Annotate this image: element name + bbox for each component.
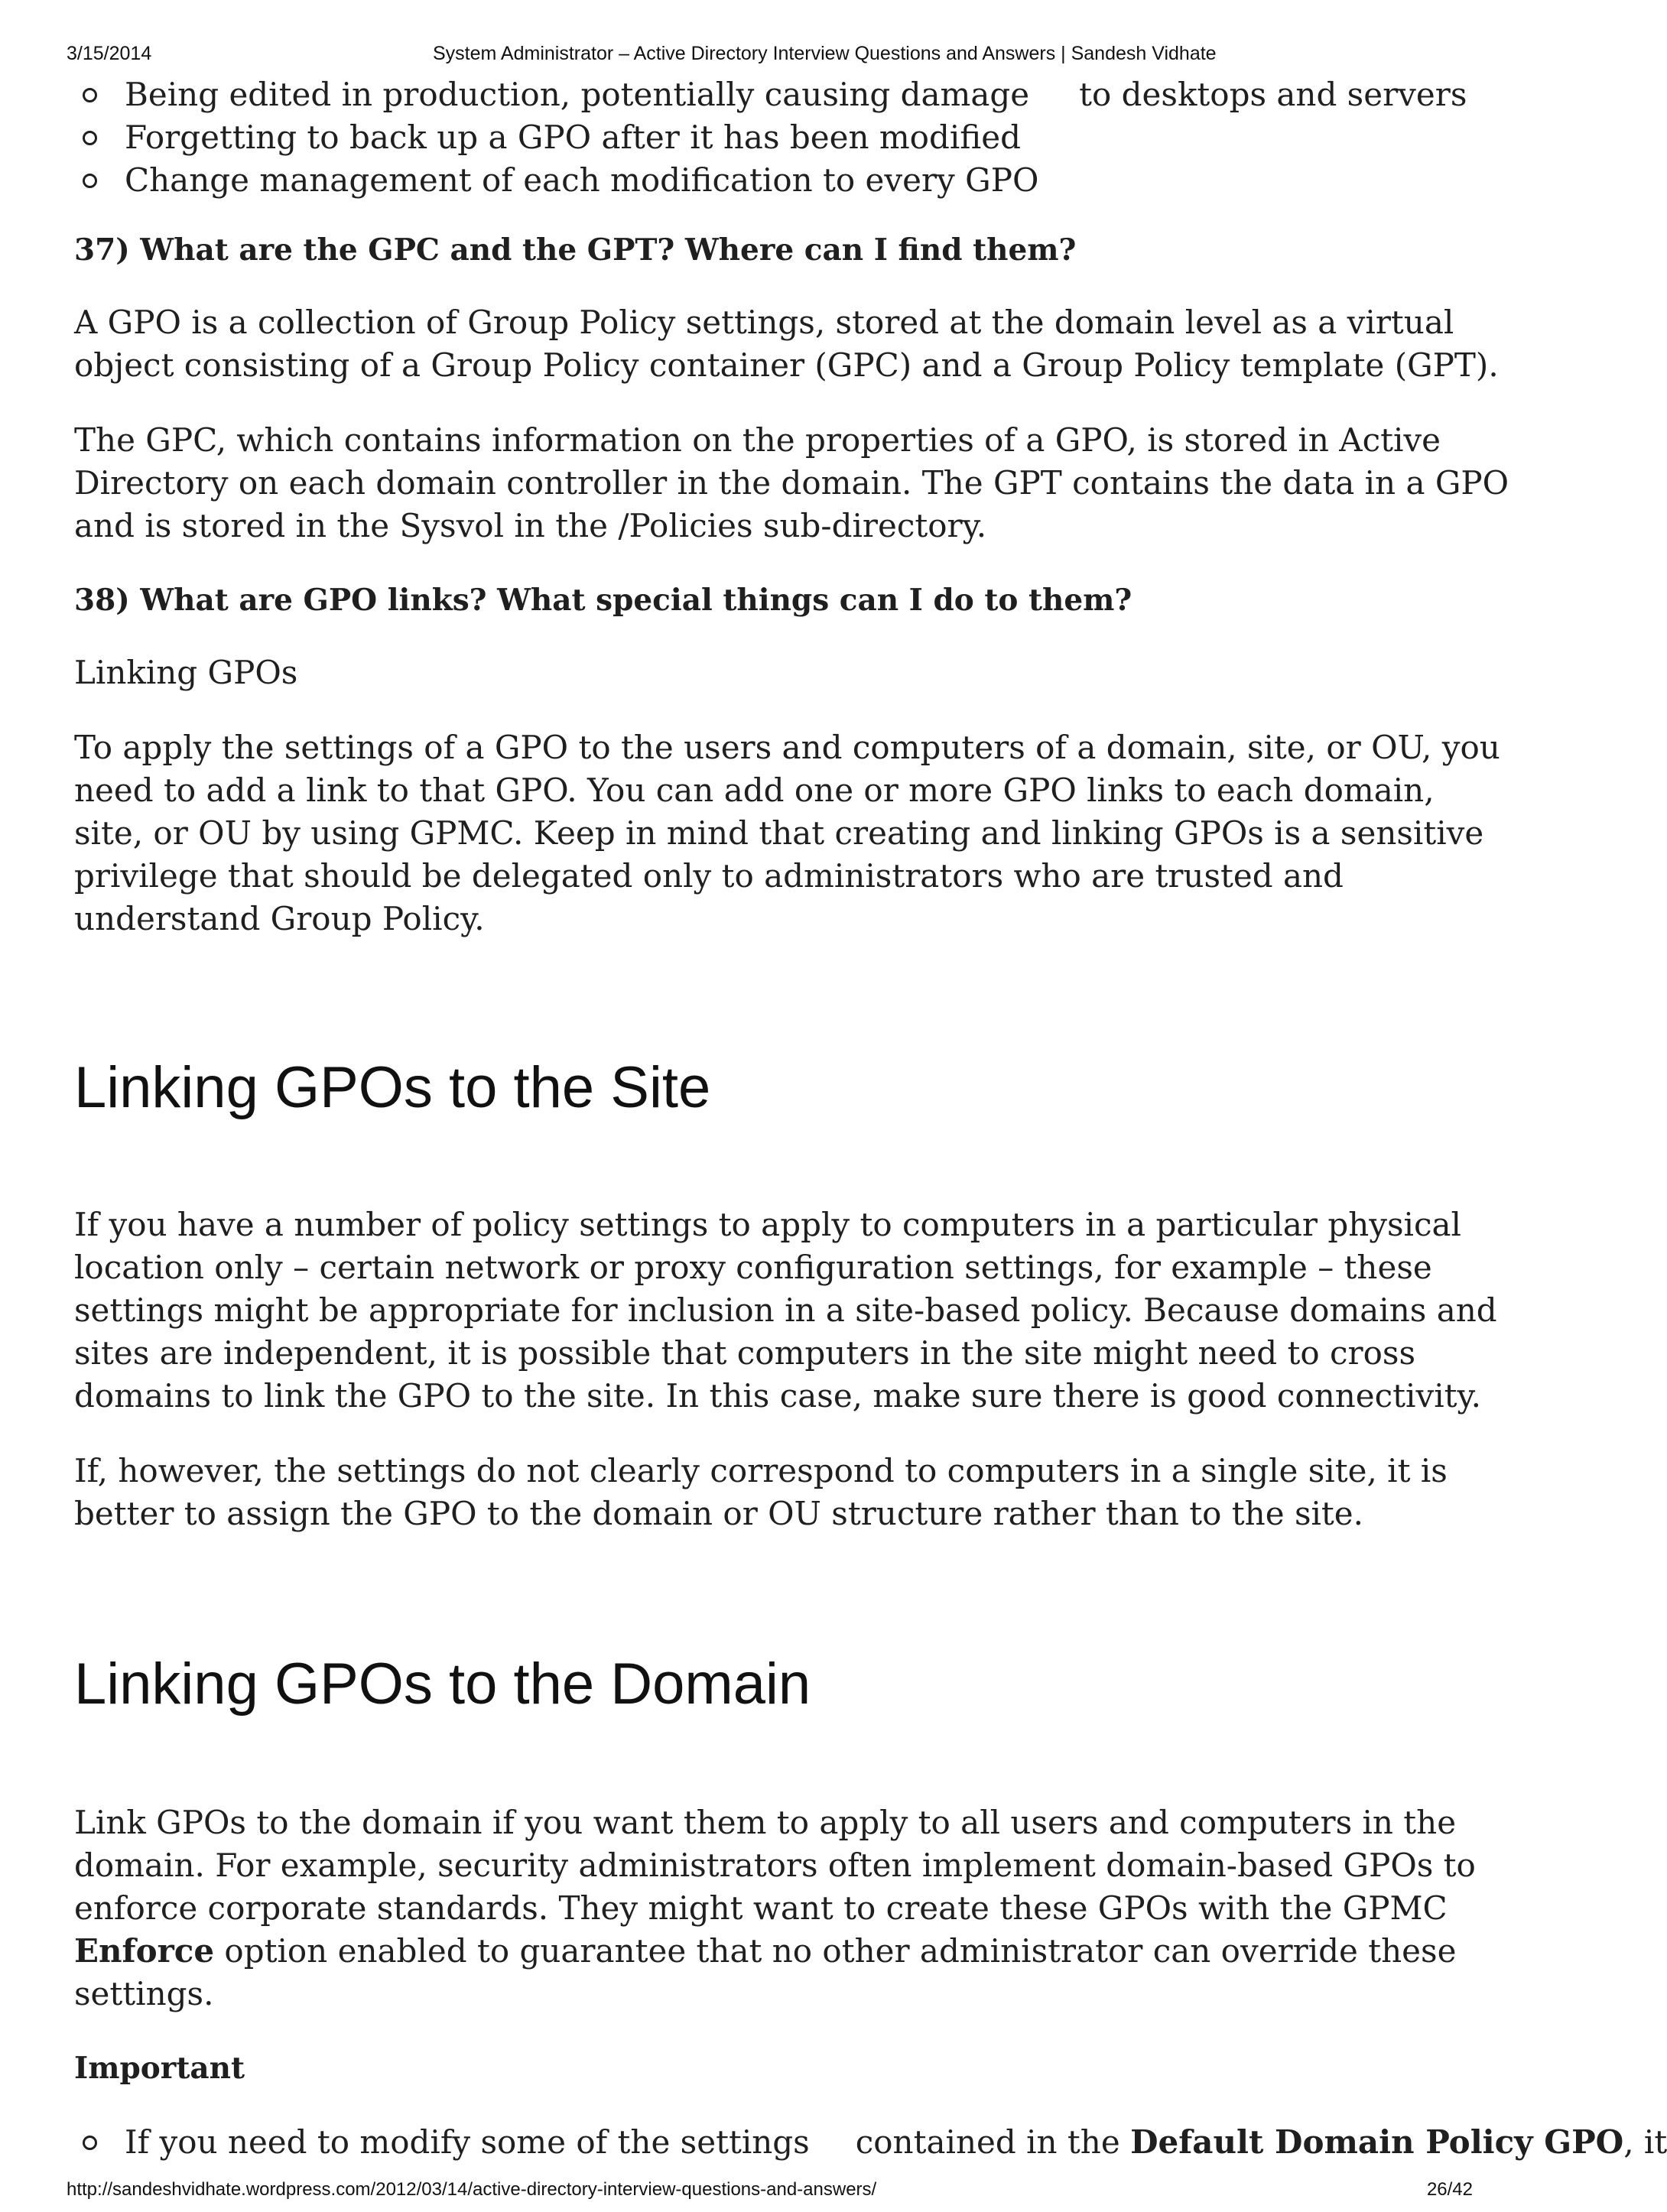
- bullet-text: Change management of each modification to every GPO: [125, 161, 1039, 199]
- header-date: 3/15/2014: [67, 43, 152, 64]
- important-bullet-list: [74, 2121, 1667, 2164]
- site-paragraph-2: If, however, the settings do not clearly correspond to computers in a single site, it is better to assign the GPO to the domain or OU structure rather than to the site.: [74, 1452, 1448, 1532]
- site-paragraph-1: If you have a number of policy settings to apply to computers in a particular physical location only – certain network or proxy configuration settings, for example – these settings might be appropriate for inclusion in a site-based policy. Because domains and sites are independent, it is possible that computers in the site might need to cross domains to link the GPO to the site. In this case, make sure there is good connectivity.: [74, 1206, 1497, 1415]
- header-title: System Administrator – Active Directory Interview Questions and Answers | Sandesh Vidhate: [433, 43, 1217, 64]
- domain-paragraph-1: [74, 1801, 1512, 2015]
- important-label: Important: [74, 2051, 245, 2086]
- page-footer: [0, 2179, 1566, 2212]
- bullet-text-tail: , it: [1623, 2123, 1667, 2161]
- bullet-text: Forgetting to back up a GPO after it has been modified: [125, 119, 1022, 156]
- list-item: [74, 73, 1512, 116]
- bullet-text-continued: to desktops and servers: [1079, 76, 1467, 113]
- list-item: [74, 2121, 1667, 2164]
- default-domain-policy-term: Default Domain Policy GPO: [1130, 2123, 1624, 2161]
- question-38: 38) What are GPO links? What special things can I do to them?: [74, 583, 1132, 618]
- question-37: 37) What are the GPC and the GPT? Where can I find them?: [74, 232, 1077, 268]
- heading-linking-site: Linking GPOs to the Site: [74, 1055, 711, 1120]
- top-bullet-list: [74, 73, 1512, 202]
- q37-paragraph-2: The GPC, which contains information on the properties of a GPO, is stored in Active Directory on each domain controller in the domain. The GPT contains the data in a GPO and is stored in the Sysvol in the /Policies sub-directory.: [74, 421, 1509, 544]
- bullet-text: If you need to modify some of the settings: [125, 2123, 810, 2161]
- q38-paragraph: To apply the settings of a GPO to the users and computers of a domain, site, or OU, you need to add a link to that GPO. You can add one or more GPO links to each domain, site, or OU by using GPMC. Keep in mind that creating and linking GPOs is a sensitive privilege that should be delegated only to administrators who are trusted and understand Group Policy.: [74, 729, 1500, 937]
- domain-text-after: option enabled to guarantee that no other administrator can override these settings.: [74, 1932, 1457, 2012]
- enforce-term: Enforce: [74, 1932, 215, 1970]
- domain-text: Link GPOs to the domain if you want them to apply to all users and computers in the domain. For example, security administrators often implement domain-based GPOs to enforce corporate standards. They might want to create these GPOs with the GPMC: [74, 1804, 1476, 1927]
- footer-page-number: 26/42: [1426, 2179, 1473, 2200]
- page-header: [0, 0, 1566, 64]
- q38-subtitle: Linking GPOs: [74, 654, 298, 691]
- page-content: [74, 73, 1667, 2164]
- list-item: [74, 159, 1512, 202]
- footer-url: http://sandeshvidhate.wordpress.com/2012/03/14/active-directory-interview-questions-and-answers/: [67, 2179, 877, 2200]
- q37-paragraph-1: A GPO is a collection of Group Policy settings, stored at the domain level as a virtual object consisting of a Group Policy container (GPC) and a Group Policy template (GPT).: [74, 304, 1499, 384]
- list-item: [74, 116, 1512, 159]
- bullet-text: Being edited in production, potentially causing damage: [125, 76, 1030, 113]
- bullet-text-continued: contained in the: [855, 2123, 1131, 2161]
- heading-linking-domain: Linking GPOs to the Domain: [74, 1652, 811, 1717]
